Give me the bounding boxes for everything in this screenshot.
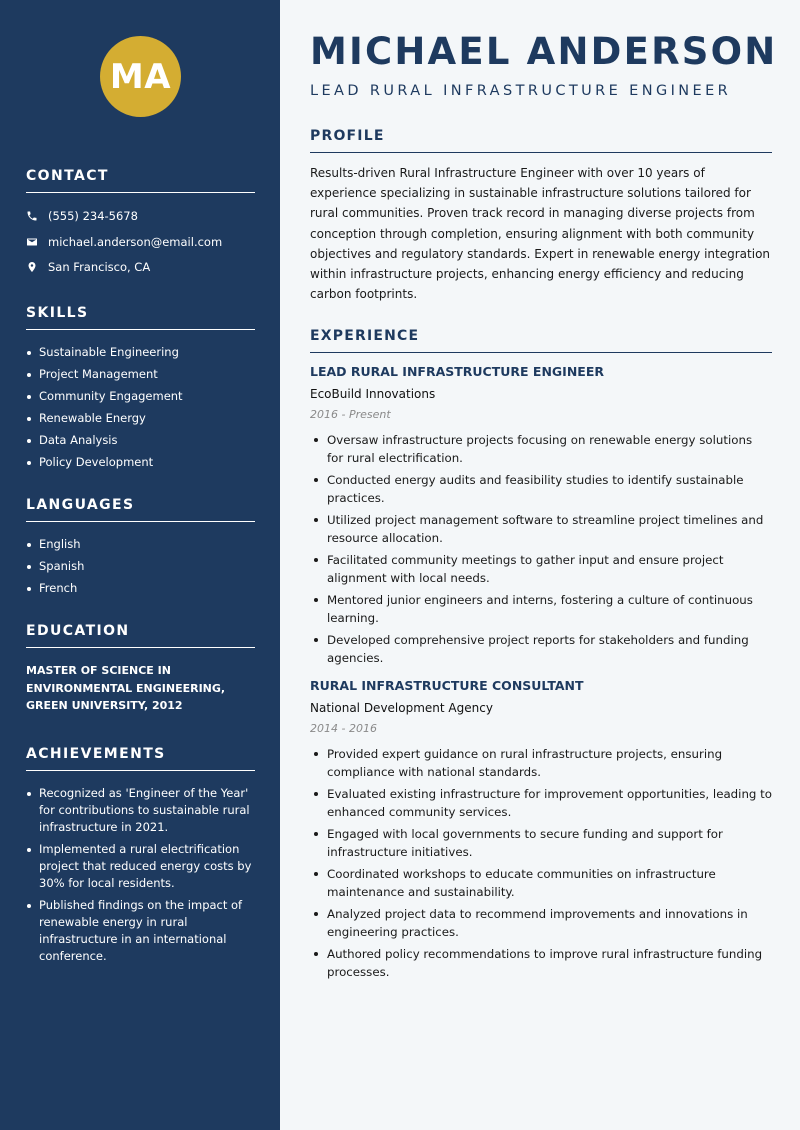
achievements-section <box>26 746 255 970</box>
job-entry <box>310 363 772 667</box>
job-bullet: Engaged with local governments to secure funding and support for infrastructure initiatives. <box>310 825 772 861</box>
job-bullets <box>310 431 772 667</box>
avatar <box>100 36 181 117</box>
skills-list <box>26 344 255 471</box>
job-bullet: Facilitated community meetings to gather input and ensure project alignment with local needs. <box>310 551 772 587</box>
skill-item: Sustainable Engineering <box>26 344 255 361</box>
languages-heading: LANGUAGES <box>26 497 255 522</box>
job-bullet: Utilized project management software to streamline project timelines and resource allocation. <box>310 511 772 547</box>
job-entry <box>310 677 772 981</box>
languages-list <box>26 536 255 597</box>
job-bullet: Analyzed project data to recommend improvements and innovations in engineering practices. <box>310 905 772 941</box>
contact-email <box>26 233 255 251</box>
job-bullet: Authored policy recommendations to improve rural infrastructure funding processes. <box>310 945 772 981</box>
language-item: French <box>26 580 255 597</box>
candidate-name: MICHAEL ANDERSON <box>310 30 778 73</box>
education-section <box>26 623 255 715</box>
languages-section <box>26 497 255 602</box>
education-degree: MASTER OF SCIENCE IN ENVIRONMENTAL ENGINEERING, GREEN UNIVERSITY, 2012 <box>26 664 226 712</box>
contact-heading: CONTACT <box>26 168 255 193</box>
sidebar <box>0 0 280 1130</box>
achievement-item: Recognized as 'Engineer of the Year' for contributions to sustainable rural infrastructure in 2021. <box>26 785 255 836</box>
achievement-item: Implemented a rural electrification project that reduced energy costs by 30% for local residents. <box>26 841 255 892</box>
skill-item: Data Analysis <box>26 432 255 449</box>
contact-location <box>26 258 255 276</box>
job-bullet: Coordinated workshops to educate communities on infrastructure maintenance and sustainability. <box>310 865 772 901</box>
profile-heading: PROFILE <box>310 128 772 153</box>
job-bullets <box>310 745 772 981</box>
achievements-heading: ACHIEVEMENTS <box>26 746 255 771</box>
location-pin-icon <box>26 261 38 273</box>
candidate-title: LEAD RURAL INFRASTRUCTURE ENGINEER <box>310 83 732 99</box>
job-company: National Development Agency <box>310 701 493 715</box>
skill-item: Community Engagement <box>26 388 255 405</box>
profile-summary: Results-driven Rural Infrastructure Engineer with over 10 years of experience specializing in sustainable infrastructure solutions tailored for rural communities. Proven track record in managing diverse projects from conception through completion, ensuring alignment with both community objectives and regulatory standards. Expert in renewable energy integration within infrastructure projects, enhancing energy efficiency and reducing carbon footprints. <box>310 166 771 302</box>
job-title: RURAL INFRASTRUCTURE CONSULTANT <box>310 678 584 693</box>
job-bullet: Conducted energy audits and feasibility studies to identify sustainable practices. <box>310 471 772 507</box>
education-heading: EDUCATION <box>26 623 255 648</box>
contact-location-text: San Francisco, CA <box>48 260 151 274</box>
contact-phone <box>26 207 255 225</box>
job-dates: 2016 - Present <box>310 408 391 421</box>
skill-item: Policy Development <box>26 454 255 471</box>
experience-section <box>310 328 772 991</box>
language-item: English <box>26 536 255 553</box>
job-dates: 2014 - 2016 <box>310 722 377 735</box>
job-bullet: Oversaw infrastructure projects focusing on renewable energy solutions for rural electrification. <box>310 431 772 467</box>
contact-email-text: michael.anderson@email.com <box>48 234 223 249</box>
contact-section <box>26 168 255 284</box>
skills-section <box>26 305 255 476</box>
experience-heading: EXPERIENCE <box>310 328 772 353</box>
skill-item: Renewable Energy <box>26 410 255 427</box>
job-bullet: Provided expert guidance on rural infrastructure projects, ensuring compliance with national standards. <box>310 745 772 781</box>
job-company: EcoBuild Innovations <box>310 387 436 401</box>
skill-item: Project Management <box>26 366 255 383</box>
contact-phone-text: (555) 234-5678 <box>48 209 138 223</box>
phone-icon <box>26 210 38 222</box>
avatar-initials: MA <box>109 56 172 97</box>
language-item: Spanish <box>26 558 255 575</box>
achievement-item: Published findings on the impact of renewable energy in rural infrastructure in an international conference. <box>26 897 255 965</box>
achievements-list <box>26 785 255 965</box>
email-icon <box>26 236 38 248</box>
job-bullet: Developed comprehensive project reports for stakeholders and funding agencies. <box>310 631 772 667</box>
job-bullet: Mentored junior engineers and interns, fostering a culture of continuous learning. <box>310 591 772 627</box>
profile-section <box>310 128 772 304</box>
job-title: LEAD RURAL INFRASTRUCTURE ENGINEER <box>310 364 604 379</box>
skills-heading: SKILLS <box>26 305 255 330</box>
job-bullet: Evaluated existing infrastructure for improvement opportunities, leading to enhanced community services. <box>310 785 772 821</box>
